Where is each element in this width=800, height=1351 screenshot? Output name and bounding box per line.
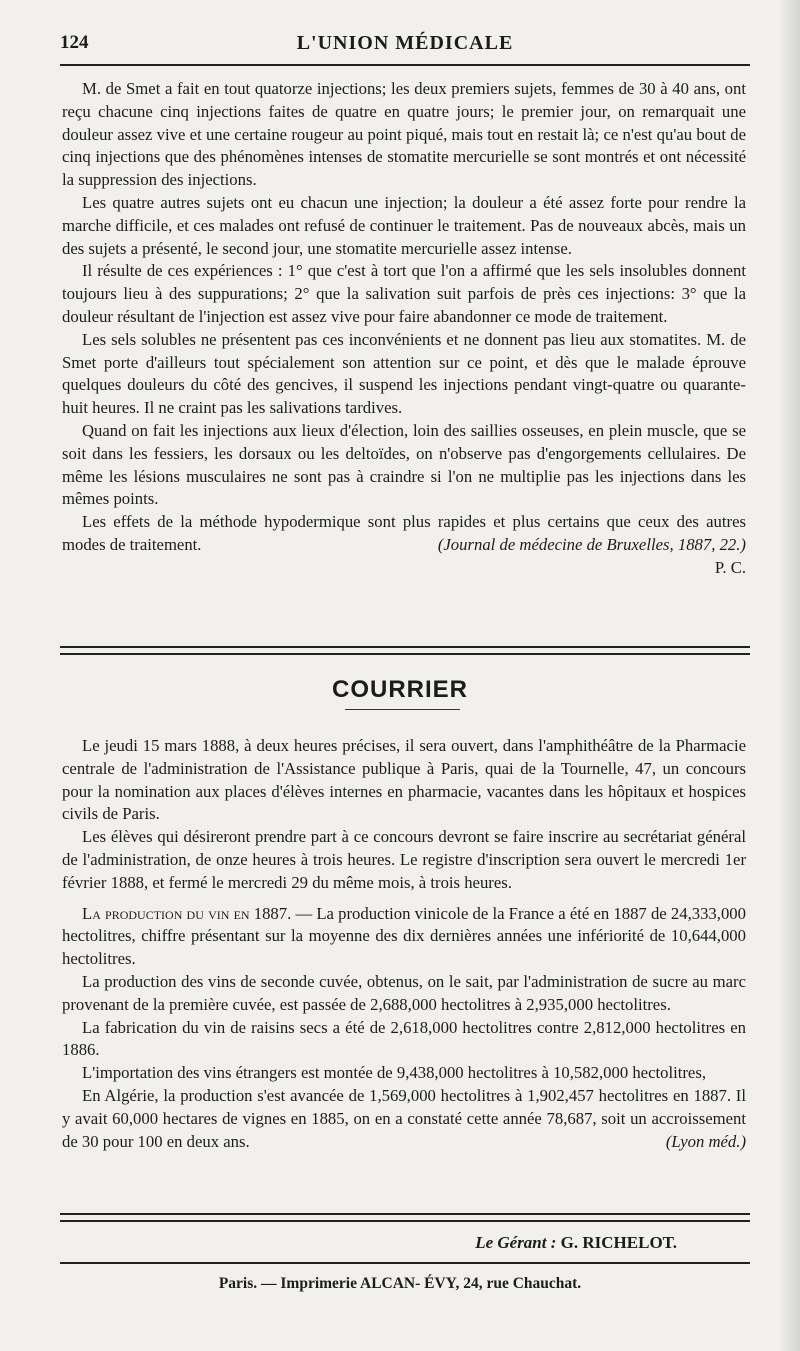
journal-citation: (Journal de médecine de Bruxelles, 1887, 22.) [437,534,746,554]
signature-name: G. RICHELOT. [560,1233,677,1252]
paragraph: Les élèves qui désireront prendre part à ce concours devront se faire inscrire au secrétariat général de l'administration, de onze heures à trois heures. Le registre d'inscription sera ouvert le mercredi 1er février 1888, et fermé le mercredi 29 du même mois, à trois heures. [62,827,746,892]
printer-imprint: Paris. — Imprimerie ALCAN- ÉVY, 24, rue Chauchat. [218,1275,582,1292]
article-continuation [62,78,746,580]
signature-role: Le Gérant : [475,1233,557,1252]
wine-heading: La production du vin en 1887. [82,903,292,923]
paragraph-with-citation [62,511,746,557]
paragraph: La fabrication du vin de raisins secs a été de 2,618,000 hectolitres contre 2,812,000 hectolitres en 1886. [62,1017,746,1060]
author-initials: P. C. [714,557,746,577]
paragraph-with-source [62,1085,746,1153]
paragraph: L'importation des vins étrangers est montée de 9,438,000 hectolitres à 10,582,000 hectolitres, [82,1063,707,1083]
courrier-section [62,735,746,1153]
journal-title: L'UNION MÉDICALE [296,32,514,54]
section-divider [60,646,750,655]
paragraph-text: Les effets de la méthode hypodermique sont plus rapides et plus certains que ceux des autres modes de traitement. [62,512,746,554]
signature [62,1233,677,1253]
paragraph: Il résulte de ces expériences : 1° que c'est à tort que l'on a affirmé que les sels insolubles donnent toujours lieu à des suppurations; 2° que la salivation suit parfois de près ces injections: 3° que la douleur résultant de l'injection est assez vive pour faire abandonner ce mode de traitement. [62,261,746,326]
header-rule [60,64,750,66]
paragraph: Les quatre autres sujets ont eu chacun une injection; la douleur a été assez forte pour rendre la marche difficile, et ces malades ont refusé de continuer le traitement. Pas de nouveaux abcès, mais un des sujets a présenté, le second jour, une stomatite mercurielle assez intense. [62,192,746,258]
wine-paragraph [62,903,746,971]
page-number: 124 [60,32,89,53]
paragraph: Les sels solubles ne présentent pas ces inconvénients et ne donnent pas lieu aux stomatites. M. de Smet porte d'ailleurs tout spécialement son attention sur ce point, et dès que le malade éprouve quelques douleurs du côté des gencives, il suspend les injections pendant vingt-quatre ou quarante-huit heures. Il ne craint pas les salivations tardives. [62,329,746,418]
paragraph: M. de Smet a fait en tout quatorze injections; les deux premiers sujets, femmes de 30 à 40 ans, ont reçu chacune cinq injections faites de quatre en quatre jours; le premier jour, on remarquait une douleur assez vive et une certaine rougeur au point piqué, mais tout en restait là; ce n'est qu'au bout de cinq injections que des phénomènes intenses de stomatite mercurielle se sont montrés et ont nécessité la suppression des injections. [62,79,746,190]
paragraph: Le jeudi 15 mars 1888, à deux heures précises, il sera ouvert, dans l'amphithéâtre de la Pharmacie centrale de l'administration de l'Assistance publique à Paris, quai de la Tournelle, 47, un concours pour la nomination aux places d'élèves internes en pharmacie, vacantes dans les hôpitaux et hospices civils de Paris. [62,736,746,824]
imprint-rule [60,1262,750,1264]
paragraph: La production des vins de seconde cuvée, obtenus, on le sait, par l'administration de sucre au marc provenant de la première cuvée, est passée de 2,688,000 hectolitres à 2,935,000 hectolitres. [62,971,746,1014]
page-header [60,30,750,58]
paragraph-text: En Algérie, la production s'est avancée de 1,569,000 hectolitres à 1,902,457 hectolitres en 1887. Il y avait 60,000 hectares de vignes en 1885, on en a constaté cette année 78,687, soit un accroissement de 30 pour 100 en deux ans. [62,1085,746,1151]
section-title: COURRIER [331,676,468,703]
source-citation: (Lyon méd.) [665,1131,746,1151]
wine-lead-text: — La production vinicole de la France a été en 1887 de 24,333,000 hectolitres, chiffre présentant sur la moyenne des dix dernières années une infériorité de 10,644,000 hectolitres. [62,903,746,969]
paragraph: Quand on fait les injections aux lieux d'élection, loin des saillies osseuses, en plein muscle, que se soit dans les fessiers, les dorsaux ou les deltoïdes, on n'observe pas d'engorgements cellulaires. De même les lésions musculaires ne sont pas à craindre si l'on ne multiplie pas les injections dans les mêmes points. [62,420,746,509]
title-underline [345,709,460,710]
signature-divider [60,1213,750,1222]
